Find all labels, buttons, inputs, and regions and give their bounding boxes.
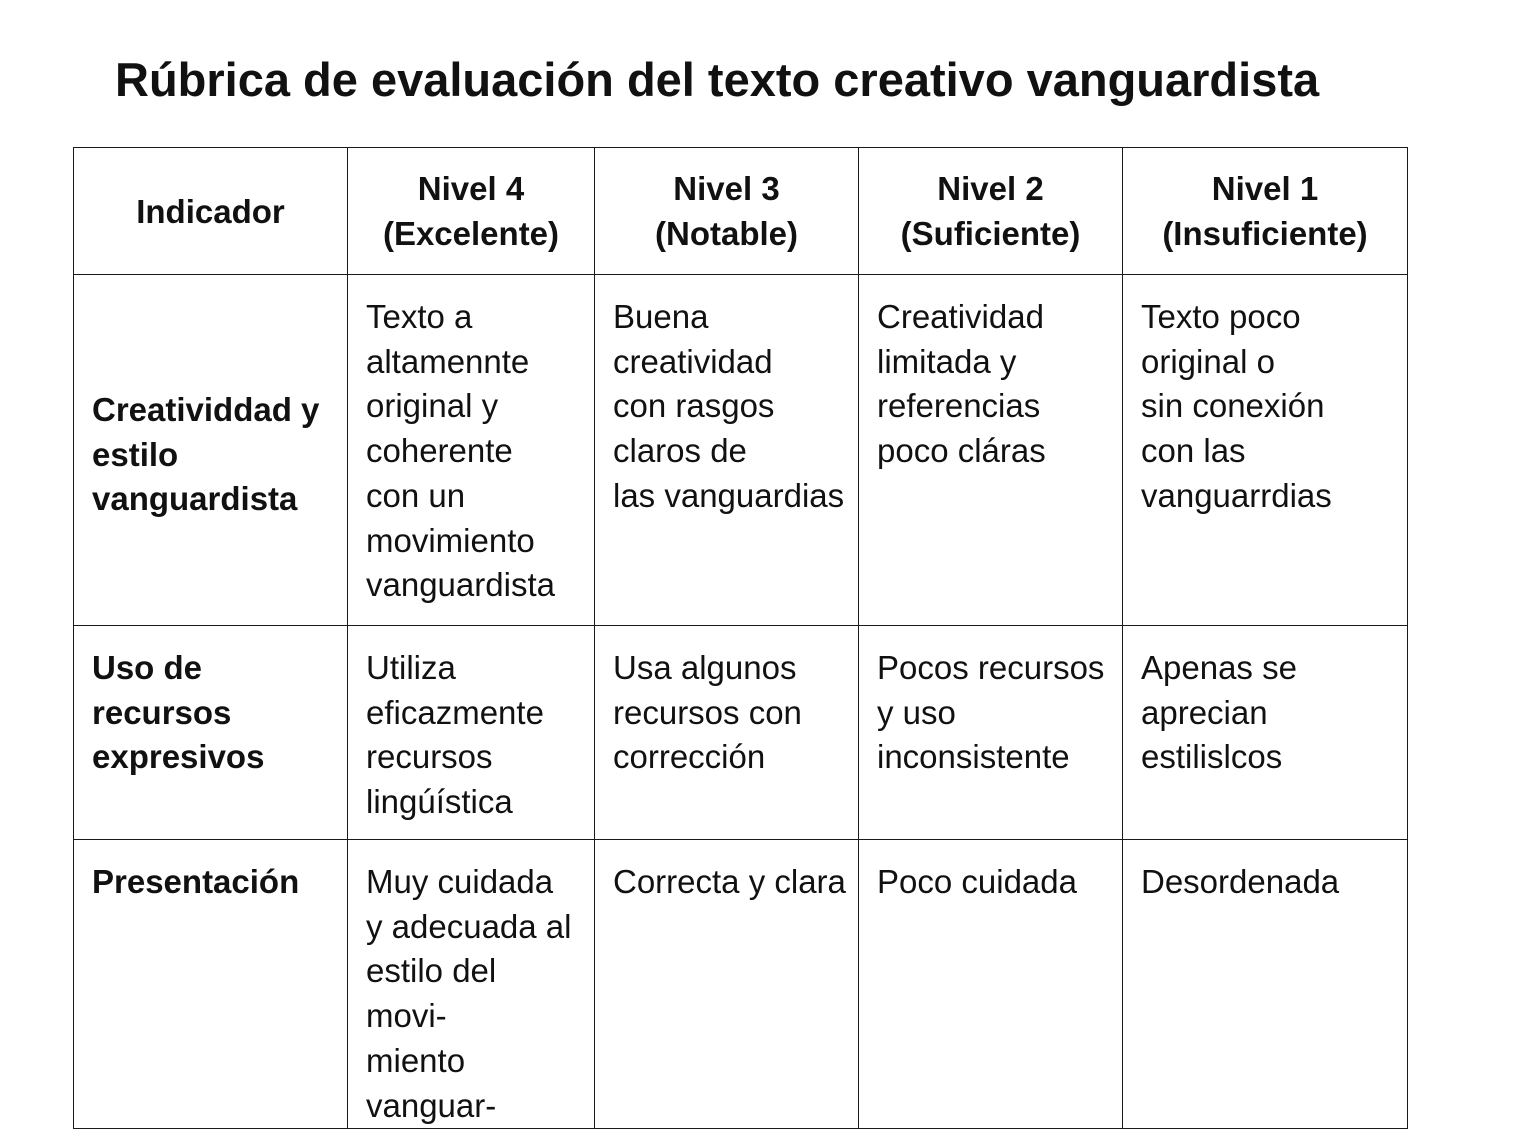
table-cell [859, 626, 1123, 840]
table-cell [348, 626, 595, 840]
header-nivel-4 [348, 148, 595, 275]
indicator-label: Presentación [92, 863, 300, 900]
table-cell [1123, 275, 1408, 626]
indicator-label: Uso de recursos expresivos [92, 649, 265, 776]
table-row [74, 275, 1408, 626]
header-nivel-1 [1123, 148, 1408, 275]
table-row [74, 840, 1408, 1129]
cell-text: Creatividad limitada y referencias poco cláras [877, 298, 1046, 470]
cell-text: Desordenada [1141, 863, 1340, 900]
cell-text: Apenas se aprecian estilislcos [1141, 649, 1297, 776]
table-cell [1123, 840, 1408, 1129]
table-cell [859, 840, 1123, 1129]
header-label: Nivel 2 (Suficiente) [900, 170, 1081, 252]
table-cell [595, 840, 859, 1129]
header-label: Nivel 4 (Excelente) [382, 170, 560, 252]
header-label: Nivel 1 (Insuficiente) [1162, 170, 1368, 252]
cell-text: Texto a altamennte original y coherente con un movimiento vanguardista [366, 298, 555, 604]
cell-text: Texto poco original o sin conexión con las vanguarrdias [1141, 298, 1332, 514]
header-indicador [74, 148, 348, 275]
table-row [74, 626, 1408, 840]
indicator-cell [74, 840, 348, 1129]
page-title: Rúbrica de evaluación del texto creativo vanguardista [115, 53, 1320, 106]
table-cell [595, 275, 859, 626]
header-nivel-2 [859, 148, 1123, 275]
indicator-cell [74, 275, 348, 626]
table-cell [1123, 626, 1408, 840]
header-label: Nivel 3 (Notable) [655, 170, 798, 252]
cell-text: Usa algunos recursos con corrección [613, 649, 802, 776]
cell-text: Buena creatividad con rasgos claros de las vanguardias [613, 298, 845, 514]
indicator-cell [74, 626, 348, 840]
table-cell [348, 275, 595, 626]
header-row [74, 148, 1408, 275]
cell-text: Pocos recursos y uso inconsistente [877, 649, 1105, 776]
table-cell [348, 840, 595, 1129]
table-cell [859, 275, 1123, 626]
indicator-label: Creatividdad y estilo vanguardista [92, 390, 320, 518]
cell-text: Muy cuidada y adecuada al estilo del movi- miento vanguar- [366, 863, 572, 1124]
cell-text: Utiliza eficazmente recursos lingúística [366, 649, 544, 821]
cell-text: Correcta y clara [613, 863, 846, 900]
table-cell [595, 626, 859, 840]
header-nivel-3 [595, 148, 859, 275]
header-label: Indicador [136, 192, 285, 230]
cell-text: Poco cuidada [877, 863, 1077, 900]
rubric-table [73, 147, 1408, 1129]
